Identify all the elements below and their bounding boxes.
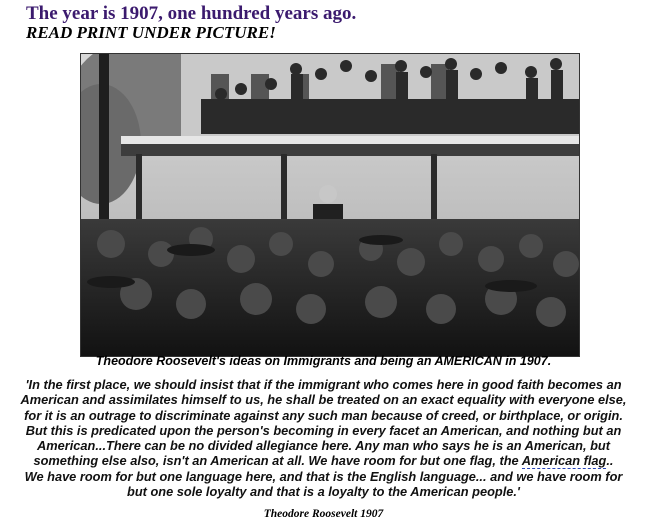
page-heading: The year is 1907, one hundred years ago. xyxy=(26,3,357,24)
quote-line: But this is predicated upon the person's becoming in every facet an American, and nothing but an xyxy=(25,422,622,438)
quote-line: for it is an outrage to discriminate against any such man because of creed, or birthplace, or origin. xyxy=(24,407,623,423)
quote-line-6-after: .. xyxy=(606,453,614,469)
page-subheading: READ PRINT UNDER PICTURE! xyxy=(26,23,276,42)
quote-line xyxy=(10,453,637,468)
quote-line: We have room for but one language here, and that is the English language... and we have room for xyxy=(24,468,623,484)
quote-line: American...There can be no divided allegiance here. Any man who says he is an American, but xyxy=(37,438,610,454)
quote-line: but one sole loyalty and that is a loyalty to the American people.' xyxy=(127,484,520,500)
quote-line: American and assimilates himself to us, he shall be treated on an exact equality with everyone else, xyxy=(20,392,627,408)
quote-line-6-before: something else also, isn't an American at all. We have room for but one flag, the xyxy=(33,453,522,469)
crowd-photo-icon xyxy=(80,53,580,357)
roosevelt-quote xyxy=(10,377,637,499)
quote-line: 'In the first place, we should insist that if the immigrant who comes here in good faith becomes an xyxy=(25,377,622,392)
american-flag-link[interactable]: American flag xyxy=(521,453,607,469)
photo-caption: Theodore Roosevelt's ideas on Immigrants and being an AMERICAN in 1907. xyxy=(95,354,552,368)
quote-attribution: Theodore Roosevelt 1907 xyxy=(263,508,384,520)
